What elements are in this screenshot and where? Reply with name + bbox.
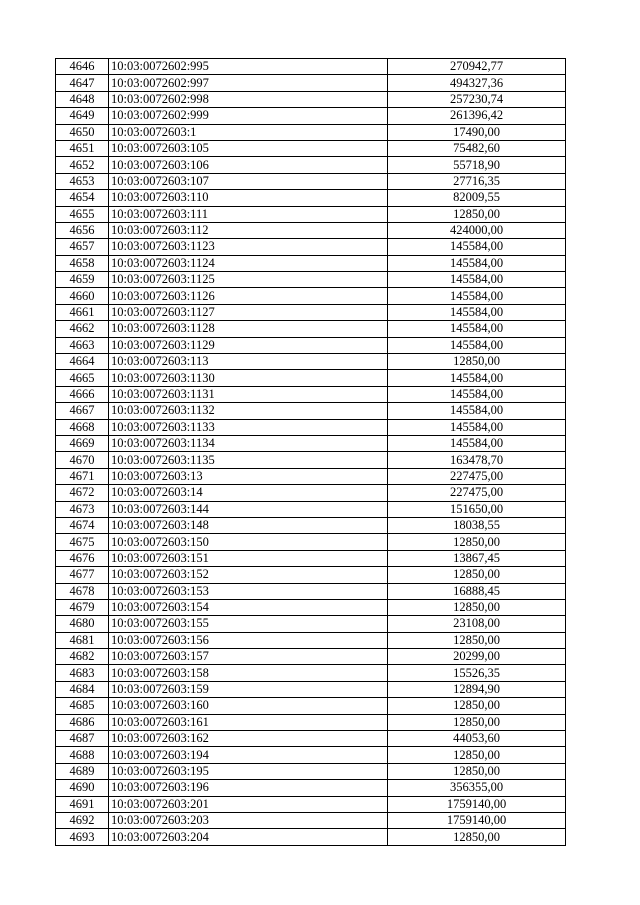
row-number-cell: 4679: [56, 599, 109, 615]
row-number-cell: 4664: [56, 354, 109, 370]
cadastral-number-cell: 10:03:0072603:1131: [109, 386, 388, 402]
cadastral-number-cell: 10:03:0072603:1134: [109, 435, 388, 451]
table-row: [56, 206, 566, 222]
table-row: [56, 75, 566, 91]
row-number-cell: 4673: [56, 501, 109, 517]
cadastral-value-cell: 17490,00: [388, 124, 566, 140]
row-number-cell: 4647: [56, 75, 109, 91]
row-number-cell: 4678: [56, 583, 109, 599]
row-number-cell: 4646: [56, 59, 109, 75]
table-row: [56, 599, 566, 615]
cadastral-value-cell: 15526,35: [388, 665, 566, 681]
table-row: [56, 173, 566, 189]
row-number-cell: 4683: [56, 665, 109, 681]
table-row: [56, 796, 566, 812]
cadastral-value-cell: 1759140,00: [388, 812, 566, 828]
cadastral-number-cell: 10:03:0072603:1128: [109, 321, 388, 337]
cadastral-number-cell: 10:03:0072602:995: [109, 59, 388, 75]
cadastral-value-cell: 145584,00: [388, 419, 566, 435]
cadastral-number-cell: 10:03:0072603:201: [109, 796, 388, 812]
table-row: [56, 747, 566, 763]
cadastral-value-cell: 18038,55: [388, 517, 566, 533]
cadastral-value-cell: 55718,90: [388, 157, 566, 173]
row-number-cell: 4658: [56, 255, 109, 271]
cadastral-value-cell: 145584,00: [388, 370, 566, 386]
row-number-cell: 4659: [56, 272, 109, 288]
row-number-cell: 4681: [56, 632, 109, 648]
cadastral-number-cell: 10:03:0072603:1123: [109, 239, 388, 255]
cadastral-number-cell: 10:03:0072603:1: [109, 124, 388, 140]
row-number-cell: 4686: [56, 714, 109, 730]
table-row: [56, 731, 566, 747]
cadastral-number-cell: 10:03:0072603:107: [109, 173, 388, 189]
table-row: [56, 501, 566, 517]
cadastral-value-cell: 163478,70: [388, 452, 566, 468]
cadastral-value-cell: 145584,00: [388, 304, 566, 320]
row-number-cell: 4649: [56, 108, 109, 124]
table-row: [56, 403, 566, 419]
row-number-cell: 4691: [56, 796, 109, 812]
row-number-cell: 4689: [56, 763, 109, 779]
cadastral-number-cell: 10:03:0072603:158: [109, 665, 388, 681]
cadastral-value-cell: 257230,74: [388, 91, 566, 107]
row-number-cell: 4677: [56, 567, 109, 583]
cadastral-number-cell: 10:03:0072602:998: [109, 91, 388, 107]
table-row: [56, 583, 566, 599]
cadastral-number-cell: 10:03:0072603:105: [109, 140, 388, 156]
row-number-cell: 4660: [56, 288, 109, 304]
table-row: [56, 616, 566, 632]
cadastral-number-cell: 10:03:0072603:1129: [109, 337, 388, 353]
table-row: [56, 304, 566, 320]
row-number-cell: 4668: [56, 419, 109, 435]
row-number-cell: 4654: [56, 190, 109, 206]
table-row: [56, 222, 566, 238]
cadastral-value-cell: 12850,00: [388, 698, 566, 714]
cadastral-value-cell: 82009,55: [388, 190, 566, 206]
cadastral-value-cell: 145584,00: [388, 337, 566, 353]
cadastral-value-cell: 261396,42: [388, 108, 566, 124]
cadastral-value-cell: 145584,00: [388, 255, 566, 271]
cadastral-number-cell: 10:03:0072603:1125: [109, 272, 388, 288]
row-number-cell: 4692: [56, 812, 109, 828]
table-row: [56, 337, 566, 353]
cadastral-number-cell: 10:03:0072603:112: [109, 222, 388, 238]
table-row: [56, 59, 566, 75]
cadastral-number-cell: 10:03:0072603:1126: [109, 288, 388, 304]
cadastral-value-cell: 494327,36: [388, 75, 566, 91]
cadastral-value-cell: 145584,00: [388, 288, 566, 304]
table-row: [56, 517, 566, 533]
cadastral-number-cell: 10:03:0072603:156: [109, 632, 388, 648]
cadastral-value-cell: 145584,00: [388, 435, 566, 451]
table-row: [56, 468, 566, 484]
cadastral-number-cell: 10:03:0072603:159: [109, 681, 388, 697]
table-row: [56, 632, 566, 648]
cadastral-value-cell: 12850,00: [388, 747, 566, 763]
cadastral-value-cell: 12850,00: [388, 354, 566, 370]
table-row: [56, 239, 566, 255]
cadastral-value-cell: 12850,00: [388, 632, 566, 648]
row-number-cell: 4670: [56, 452, 109, 468]
row-number-cell: 4656: [56, 222, 109, 238]
cadastral-number-cell: 10:03:0072603:150: [109, 534, 388, 550]
table-row: [56, 714, 566, 730]
row-number-cell: 4661: [56, 304, 109, 320]
table-row: [56, 272, 566, 288]
row-number-cell: 4672: [56, 485, 109, 501]
row-number-cell: 4685: [56, 698, 109, 714]
table-row: [56, 435, 566, 451]
cadastral-value-cell: 44053,60: [388, 731, 566, 747]
cadastral-number-cell: 10:03:0072603:1124: [109, 255, 388, 271]
cadastral-number-cell: 10:03:0072603:1127: [109, 304, 388, 320]
cadastral-number-cell: 10:03:0072603:160: [109, 698, 388, 714]
cadastral-number-cell: 10:03:0072603:1135: [109, 452, 388, 468]
cadastral-number-cell: 10:03:0072603:13: [109, 468, 388, 484]
table-row: [56, 681, 566, 697]
cadastral-value-table: [55, 58, 566, 846]
cadastral-number-cell: 10:03:0072603:1133: [109, 419, 388, 435]
table-row: [56, 386, 566, 402]
cadastral-value-cell: 12850,00: [388, 714, 566, 730]
cadastral-value-cell: 12850,00: [388, 763, 566, 779]
cadastral-number-cell: 10:03:0072603:110: [109, 190, 388, 206]
cadastral-value-cell: 145584,00: [388, 403, 566, 419]
row-number-cell: 4688: [56, 747, 109, 763]
cadastral-value-cell: 356355,00: [388, 780, 566, 796]
cadastral-number-cell: 10:03:0072603:1132: [109, 403, 388, 419]
cadastral-value-cell: 75482,60: [388, 140, 566, 156]
row-number-cell: 4671: [56, 468, 109, 484]
cadastral-value-cell: 12850,00: [388, 534, 566, 550]
cadastral-number-cell: 10:03:0072603:157: [109, 649, 388, 665]
table-row: [56, 812, 566, 828]
table-row: [56, 255, 566, 271]
row-number-cell: 4657: [56, 239, 109, 255]
cadastral-number-cell: 10:03:0072603:162: [109, 731, 388, 747]
table-row: [56, 763, 566, 779]
cadastral-number-cell: 10:03:0072602:997: [109, 75, 388, 91]
table-row: [56, 534, 566, 550]
row-number-cell: 4650: [56, 124, 109, 140]
table-row: [56, 829, 566, 845]
row-number-cell: 4651: [56, 140, 109, 156]
table-row: [56, 452, 566, 468]
table-row: [56, 370, 566, 386]
cadastral-number-cell: 10:03:0072603:14: [109, 485, 388, 501]
cadastral-number-cell: 10:03:0072603:153: [109, 583, 388, 599]
table-row: [56, 91, 566, 107]
table-row: [56, 550, 566, 566]
cadastral-number-cell: 10:03:0072603:154: [109, 599, 388, 615]
cadastral-number-cell: 10:03:0072603:196: [109, 780, 388, 796]
cadastral-value-cell: 145584,00: [388, 321, 566, 337]
row-number-cell: 4680: [56, 616, 109, 632]
cadastral-number-cell: 10:03:0072603:194: [109, 747, 388, 763]
table-row: [56, 780, 566, 796]
cadastral-value-cell: 227475,00: [388, 485, 566, 501]
row-number-cell: 4655: [56, 206, 109, 222]
table-row: [56, 288, 566, 304]
table-row: [56, 665, 566, 681]
row-number-cell: 4675: [56, 534, 109, 550]
cadastral-value-cell: 20299,00: [388, 649, 566, 665]
table-row: [56, 649, 566, 665]
cadastral-value-cell: 151650,00: [388, 501, 566, 517]
cadastral-value-cell: 16888,45: [388, 583, 566, 599]
row-number-cell: 4652: [56, 157, 109, 173]
row-number-cell: 4663: [56, 337, 109, 353]
row-number-cell: 4674: [56, 517, 109, 533]
cadastral-number-cell: 10:03:0072603:203: [109, 812, 388, 828]
row-number-cell: 4667: [56, 403, 109, 419]
cadastral-number-cell: 10:03:0072603:155: [109, 616, 388, 632]
cadastral-number-cell: 10:03:0072603:111: [109, 206, 388, 222]
cadastral-value-cell: 145584,00: [388, 239, 566, 255]
cadastral-value-cell: 145584,00: [388, 386, 566, 402]
cadastral-number-cell: 10:03:0072603:152: [109, 567, 388, 583]
cadastral-number-cell: 10:03:0072603:1130: [109, 370, 388, 386]
table-row: [56, 124, 566, 140]
row-number-cell: 4653: [56, 173, 109, 189]
cadastral-value-cell: 227475,00: [388, 468, 566, 484]
table-row: [56, 354, 566, 370]
cadastral-number-cell: 10:03:0072603:161: [109, 714, 388, 730]
cadastral-number-cell: 10:03:0072602:999: [109, 108, 388, 124]
table-row: [56, 140, 566, 156]
row-number-cell: 4648: [56, 91, 109, 107]
row-number-cell: 4666: [56, 386, 109, 402]
row-number-cell: 4682: [56, 649, 109, 665]
cadastral-number-cell: 10:03:0072603:113: [109, 354, 388, 370]
table-row: [56, 567, 566, 583]
cadastral-number-cell: 10:03:0072603:204: [109, 829, 388, 845]
table-row: [56, 321, 566, 337]
row-number-cell: 4690: [56, 780, 109, 796]
table-row: [56, 190, 566, 206]
cadastral-value-cell: 13867,45: [388, 550, 566, 566]
row-number-cell: 4687: [56, 731, 109, 747]
cadastral-number-cell: 10:03:0072603:151: [109, 550, 388, 566]
cadastral-number-cell: 10:03:0072603:148: [109, 517, 388, 533]
cadastral-value-cell: 23108,00: [388, 616, 566, 632]
row-number-cell: 4684: [56, 681, 109, 697]
row-number-cell: 4676: [56, 550, 109, 566]
row-number-cell: 4693: [56, 829, 109, 845]
table-row: [56, 419, 566, 435]
row-number-cell: 4665: [56, 370, 109, 386]
cadastral-value-cell: 1759140,00: [388, 796, 566, 812]
table-row: [56, 108, 566, 124]
table-body: [56, 59, 566, 846]
cadastral-value-cell: 424000,00: [388, 222, 566, 238]
cadastral-number-cell: 10:03:0072603:144: [109, 501, 388, 517]
cadastral-value-cell: 12850,00: [388, 206, 566, 222]
table-row: [56, 698, 566, 714]
cadastral-value-cell: 12850,00: [388, 567, 566, 583]
table-row: [56, 485, 566, 501]
cadastral-value-cell: 12850,00: [388, 599, 566, 615]
cadastral-value-cell: 27716,35: [388, 173, 566, 189]
cadastral-value-cell: 270942,77: [388, 59, 566, 75]
cadastral-value-cell: 145584,00: [388, 272, 566, 288]
row-number-cell: 4662: [56, 321, 109, 337]
cadastral-value-cell: 12850,00: [388, 829, 566, 845]
cadastral-number-cell: 10:03:0072603:106: [109, 157, 388, 173]
cadastral-number-cell: 10:03:0072603:195: [109, 763, 388, 779]
row-number-cell: 4669: [56, 435, 109, 451]
cadastral-value-cell: 12894,90: [388, 681, 566, 697]
table-row: [56, 157, 566, 173]
